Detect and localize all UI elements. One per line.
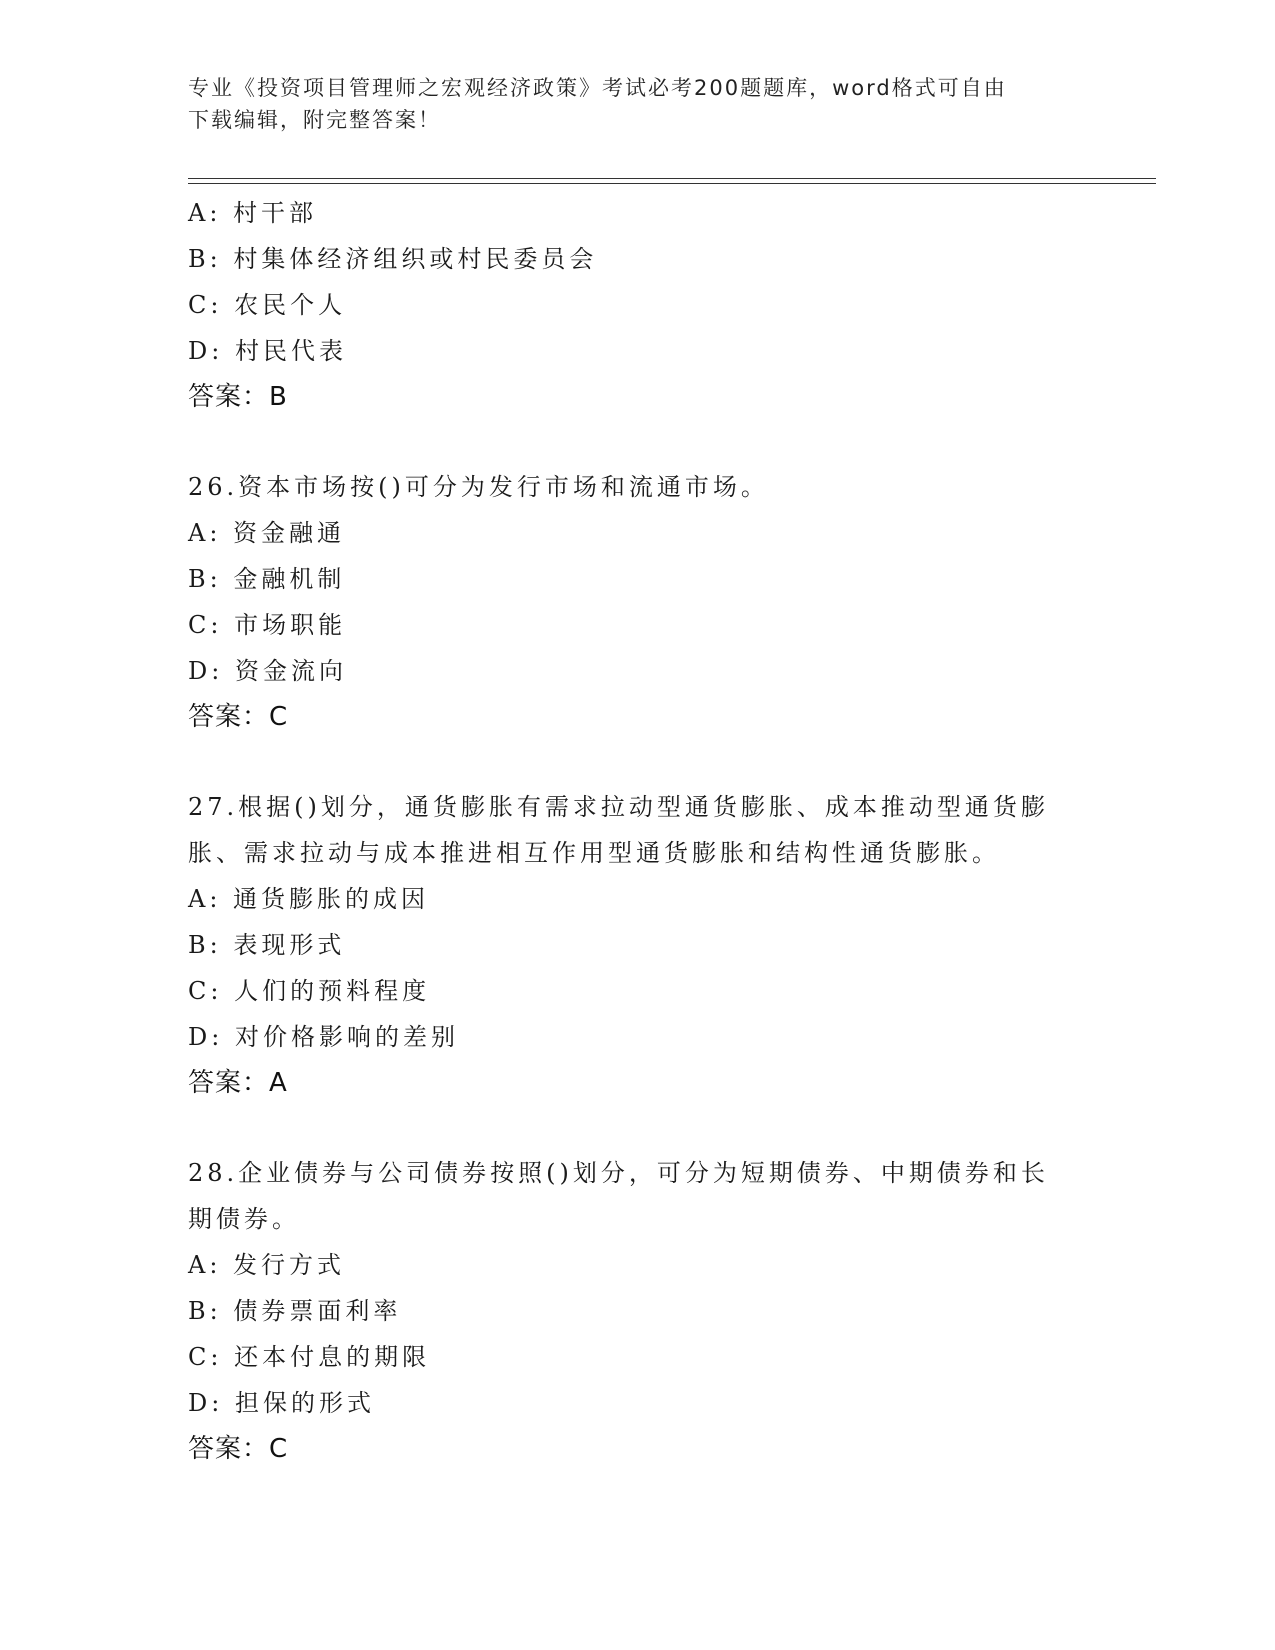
header-divider-bottom — [188, 183, 1156, 184]
option-d: D: 资金流向 — [188, 657, 347, 685]
option-d: D: 对价格影响的差别 — [188, 1023, 459, 1051]
question-block-25 — [188, 190, 1088, 420]
answer-label: 答案：C — [188, 1434, 289, 1464]
header-divider-top — [188, 178, 1156, 179]
question-stem-line-1: 28.企业债券与公司债券按照()划分，可分为短期债券、中期债券和长 — [188, 1159, 1049, 1187]
question-block-27 — [188, 784, 1088, 1106]
option-a: A: 发行方式 — [188, 1251, 346, 1279]
option-c: C: 市场职能 — [188, 611, 347, 639]
question-stem-line-1: 27.根据()划分，通货膨胀有需求拉动型通货膨胀、成本推动型通货膨 — [188, 793, 1049, 821]
question-stem: 26.资本市场按()可分为发行市场和流通市场。 — [188, 473, 769, 501]
header-line-2: 下载编辑，附完整答案！ — [188, 108, 441, 132]
option-c: C: 还本付息的期限 — [188, 1343, 431, 1371]
question-list — [188, 190, 1088, 1472]
option-b: B: 村集体经济组织或村民委员会 — [188, 245, 598, 273]
option-b: B: 金融机制 — [188, 565, 346, 593]
option-d: D: 村民代表 — [188, 337, 347, 365]
option-d: D: 担保的形式 — [188, 1389, 375, 1417]
option-a: A: 资金融通 — [188, 519, 346, 547]
answer-label: 答案：A — [188, 1068, 288, 1098]
header-line-1: 专业《投资项目管理师之宏观经济政策》考试必考200题题库，word格式可自由 — [188, 76, 1007, 100]
option-a: A: 村干部 — [188, 199, 318, 227]
option-a: A: 通货膨胀的成因 — [188, 885, 430, 913]
document-header — [188, 72, 1068, 136]
option-c: C: 农民个人 — [188, 291, 347, 319]
option-c: C: 人们的预料程度 — [188, 977, 431, 1005]
question-stem-line-2: 胀、需求拉动与成本推进相互作用型通货膨胀和结构性通货膨胀。 — [188, 839, 1000, 867]
question-block-28 — [188, 1150, 1088, 1472]
option-b: B: 债券票面利率 — [188, 1297, 402, 1325]
option-b: B: 表现形式 — [188, 931, 346, 959]
question-block-26 — [188, 464, 1088, 740]
question-stem-line-2: 期债券。 — [188, 1205, 300, 1233]
answer-label: 答案：C — [188, 702, 289, 732]
answer-label: 答案：B — [188, 382, 288, 412]
